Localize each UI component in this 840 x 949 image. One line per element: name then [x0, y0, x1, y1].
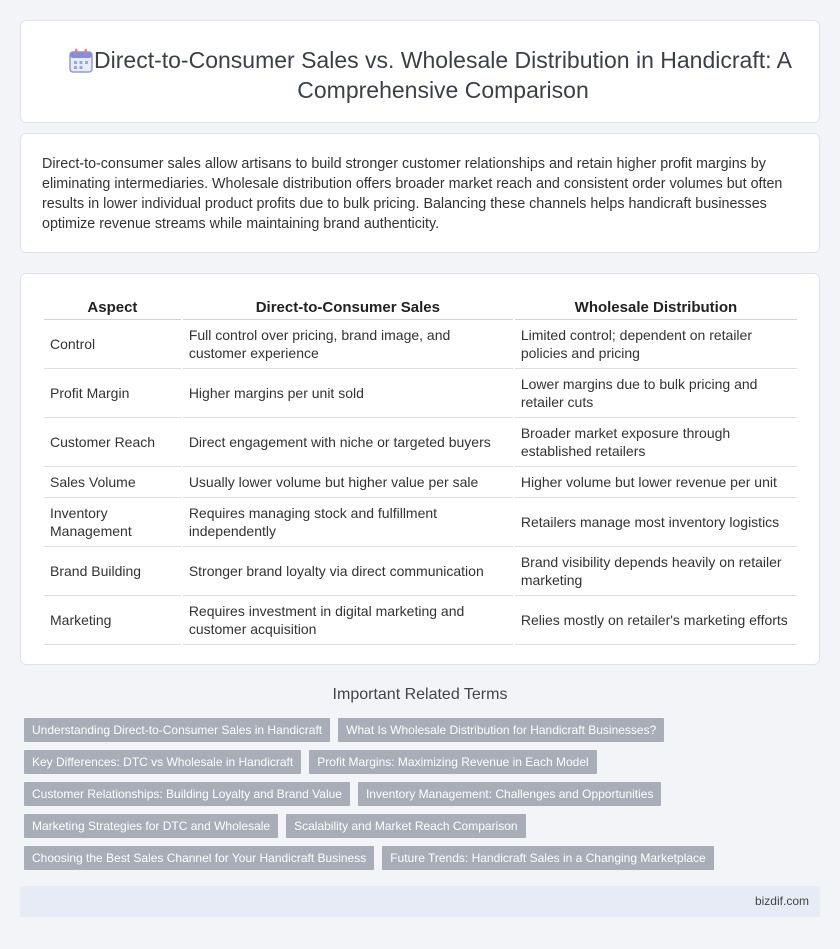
- table-cell: Control: [44, 320, 181, 369]
- table-row: [44, 418, 797, 467]
- related-tag[interactable]: Key Differences: DTC vs Wholesale in Handicraft: [24, 750, 301, 774]
- footer: [20, 886, 820, 917]
- table-cell: Marketing: [44, 596, 181, 645]
- related-tags-row: [24, 782, 661, 806]
- comparison-table-card: [20, 273, 820, 665]
- footer-site-link[interactable]: bizdif.com: [754, 894, 809, 908]
- table-row: [44, 498, 797, 547]
- related-tag[interactable]: Future Trends: Handicraft Sales in a Changing Marketplace: [382, 846, 714, 870]
- column-header-dtc: Direct-to-Consumer Sales: [183, 296, 513, 320]
- table-row: [44, 596, 797, 645]
- column-header-wholesale: Wholesale Distribution: [515, 296, 797, 320]
- table-cell: Inventory Management: [44, 498, 181, 547]
- table-row: [44, 369, 797, 418]
- related-tag[interactable]: Profit Margins: Maximizing Revenue in Each Model: [309, 750, 596, 774]
- related-tag[interactable]: Scalability and Market Reach Comparison: [286, 814, 525, 838]
- related-tag[interactable]: Inventory Management: Challenges and Opportunities: [358, 782, 662, 806]
- table-cell: Broader market exposure through established retailers: [515, 418, 797, 467]
- related-tags-row: [24, 814, 526, 838]
- table-cell: Full control over pricing, brand image, and customer experience: [183, 320, 513, 369]
- related-tags-row: [24, 718, 664, 742]
- related-tag[interactable]: Choosing the Best Sales Channel for Your Handicraft Business: [24, 846, 374, 870]
- related-tags-row: [24, 750, 597, 774]
- table-cell: Higher margins per unit sold: [183, 369, 513, 418]
- related-tags-row: [24, 846, 714, 870]
- intro-card: [20, 133, 820, 253]
- table-cell: Profit Margin: [44, 369, 181, 418]
- table-header-row: [44, 296, 797, 320]
- table-cell: Limited control; dependent on retailer policies and pricing: [515, 320, 797, 369]
- table-cell: Direct engagement with niche or targeted buyers: [183, 418, 513, 467]
- table-cell: Requires investment in digital marketing and customer acquisition: [183, 596, 513, 645]
- related-tag[interactable]: Customer Relationships: Building Loyalty and Brand Value: [24, 782, 350, 806]
- table-cell: Lower margins due to bulk pricing and retailer cuts: [515, 369, 797, 418]
- table-cell: Requires managing stock and fulfillment independently: [183, 498, 513, 547]
- table-cell: Brand Building: [44, 547, 181, 596]
- table-cell: Customer Reach: [44, 418, 181, 467]
- table-cell: Sales Volume: [44, 467, 181, 498]
- related-tag[interactable]: Marketing Strategies for DTC and Wholesale: [24, 814, 278, 838]
- related-terms-title: Important Related Terms: [332, 686, 508, 703]
- related-tag[interactable]: What Is Wholesale Distribution for Handicraft Businesses?: [338, 718, 664, 742]
- page-title: Direct-to-Consumer Sales vs. Wholesale Distribution in Handicraft: A Comprehensive Comparison: [94, 47, 792, 103]
- table-cell: Relies mostly on retailer's marketing efforts: [515, 596, 797, 645]
- column-header-aspect: Aspect: [44, 296, 181, 320]
- table-row: [44, 320, 797, 369]
- intro-paragraph: Direct-to-consumer sales allow artisans to build stronger customer relationships and retain higher profit margins by eliminating intermediaries. Wholesale distribution offers broader market reach and consistent order volumes but often results in lower individual product profits due to bulk pricing. Balancing these channels helps handicraft businesses optimize revenue streams while maintaining brand authenticity.: [42, 156, 783, 232]
- table-cell: Brand visibility depends heavily on retailer marketing: [515, 547, 797, 596]
- header-card: [20, 20, 820, 123]
- comparison-table: [42, 296, 799, 645]
- table-cell: Usually lower volume but higher value per sale: [183, 467, 513, 498]
- table-cell: Stronger brand loyalty via direct communication: [183, 547, 513, 596]
- table-row: [44, 467, 797, 498]
- table-cell: Higher volume but lower revenue per unit: [515, 467, 797, 498]
- related-tag[interactable]: Understanding Direct-to-Consumer Sales in Handicraft: [24, 718, 330, 742]
- table-row: [44, 547, 797, 596]
- table-cell: Retailers manage most inventory logistics: [515, 498, 797, 547]
